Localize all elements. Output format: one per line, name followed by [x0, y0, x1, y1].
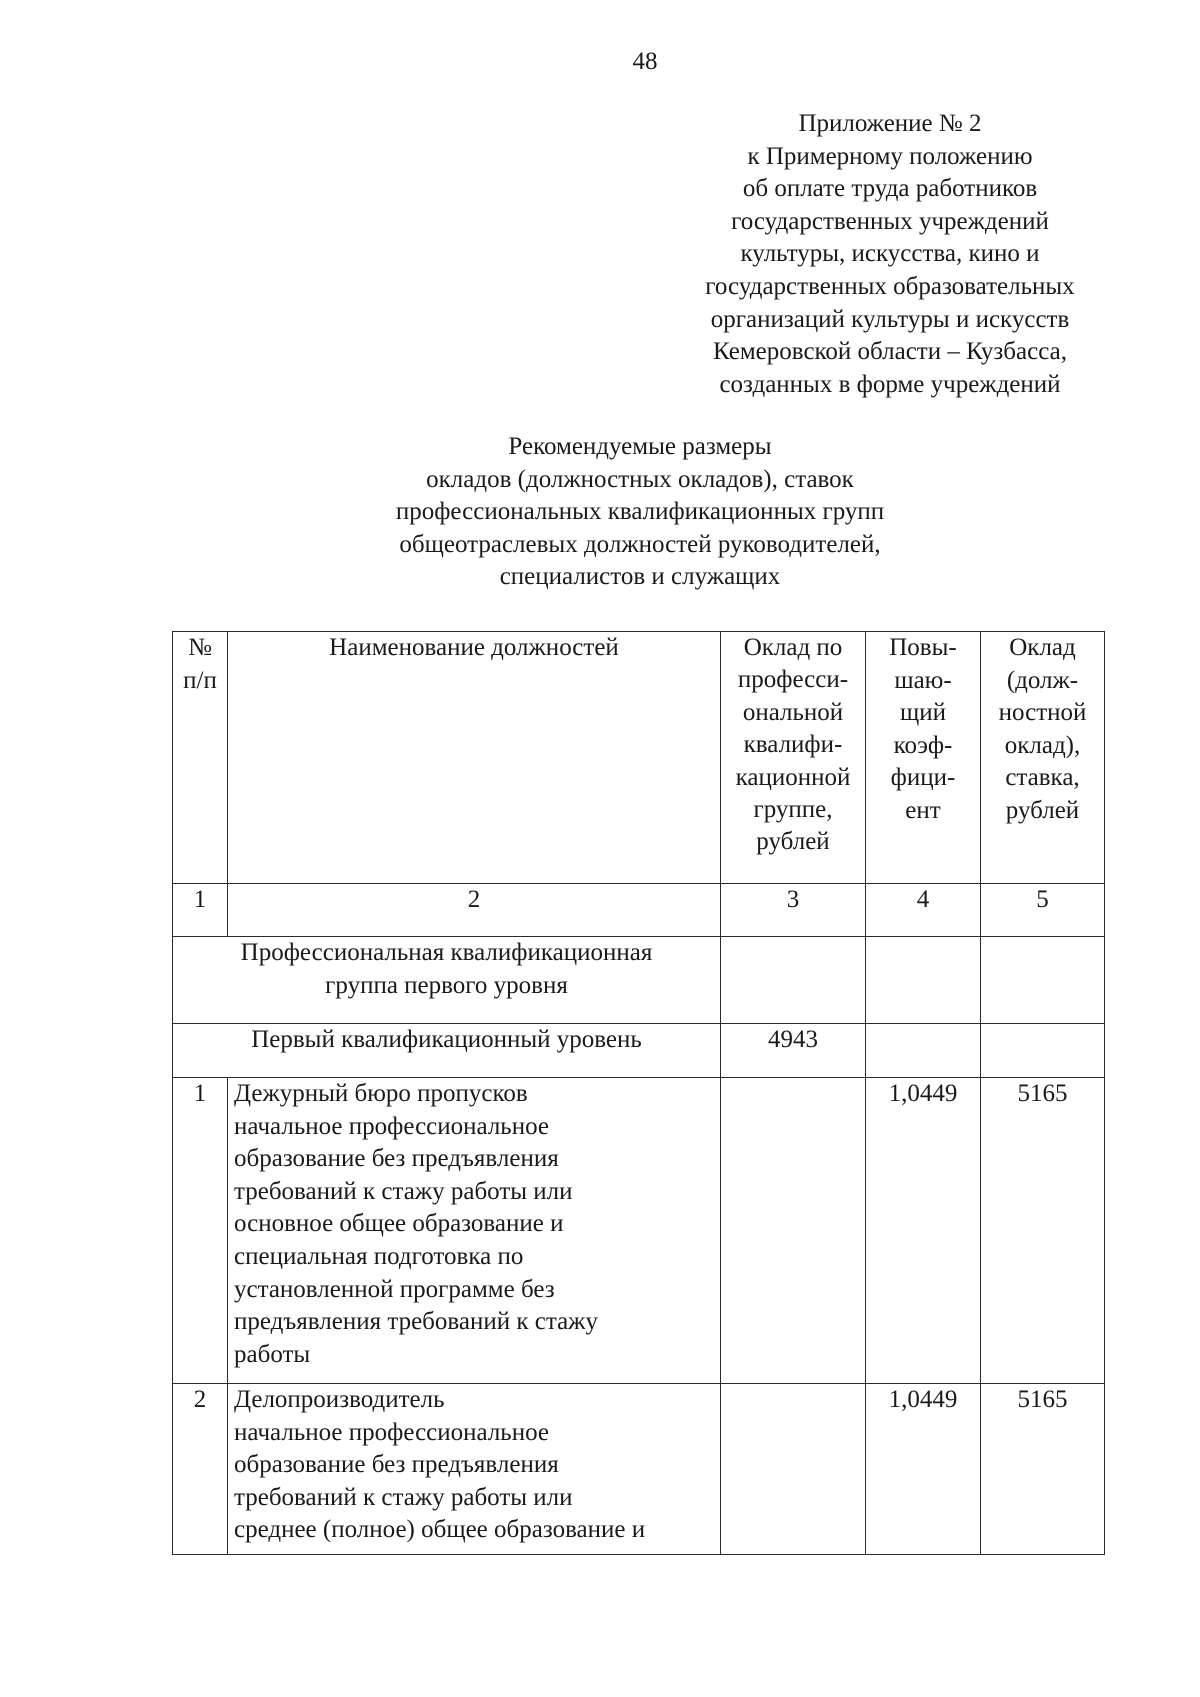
- header-number: № п/п: [173, 632, 228, 884]
- table-header-row: [173, 632, 1105, 884]
- position-name: Делопроизводитель начальное профессиональное образование без предъявления требований к стажу работы или среднее (полное) общее образование и: [228, 1384, 721, 1555]
- appendix-line: созданных в форме учреждений: [719, 370, 1061, 398]
- column-number: 4: [866, 884, 981, 937]
- table-row: [173, 1384, 1105, 1555]
- header-group-salary: Оклад по професси- ональной квалифи- кационной группе, рублей: [721, 632, 866, 884]
- column-number: 1: [173, 884, 228, 937]
- column-number: 3: [721, 884, 866, 937]
- header-coefficient: Повы- шаю- щий коэф- фици- ент: [866, 632, 981, 884]
- header-position-name: Наименование должностей: [228, 632, 721, 884]
- empty-cell: [721, 1078, 866, 1384]
- appendix-reference: [660, 108, 1120, 401]
- empty-cell: [866, 1024, 981, 1078]
- coefficient-value: 1,0449: [866, 1078, 981, 1384]
- qualification-group-row: [173, 937, 1105, 1024]
- title-line: окладов (должностных окладов), ставок: [426, 465, 854, 493]
- salary-table: [172, 631, 1105, 1555]
- empty-cell: [981, 1024, 1105, 1078]
- appendix-line: организаций культуры и искусств: [710, 305, 1070, 333]
- coefficient-value: 1,0449: [866, 1384, 981, 1555]
- qualification-group-title: Профессиональная квалификационная группа первого уровня: [173, 937, 721, 1024]
- column-number: 2: [228, 884, 721, 937]
- page-number: 48: [632, 48, 658, 75]
- appendix-line: к Примерному положению: [747, 142, 1033, 170]
- document-title: [330, 431, 950, 594]
- table-row: [173, 1078, 1105, 1384]
- qualification-level-row: [173, 1024, 1105, 1078]
- qualification-level-label: Первый квалификационный уровень: [173, 1024, 721, 1078]
- column-number-row: [173, 884, 1105, 937]
- empty-cell: [866, 937, 981, 1024]
- title-line: Рекомендуемые размеры: [508, 433, 772, 460]
- appendix-line: Приложение № 2: [798, 110, 982, 137]
- appendix-line: государственных образовательных: [705, 272, 1075, 300]
- appendix-line: культуры, искусства, кино и: [740, 240, 1040, 268]
- rate-value: 5165: [981, 1384, 1105, 1555]
- empty-cell: [721, 937, 866, 1024]
- appendix-line: государственных учреждений: [731, 207, 1049, 235]
- row-number: 2: [173, 1384, 228, 1555]
- group-salary-value: 4943: [721, 1024, 866, 1078]
- appendix-line: об оплате труда работников: [742, 175, 1038, 203]
- rate-value: 5165: [981, 1078, 1105, 1384]
- column-number: 5: [981, 884, 1105, 937]
- position-name: Дежурный бюро пропусков начальное профессиональное образование без предъявления требований к стажу работы или основное общее образование и специальная подготовка по установленной программе без предъявления требований к стажу работы: [228, 1078, 721, 1384]
- header-rate: Оклад (долж- ностной оклад), ставка, рублей: [981, 632, 1105, 884]
- row-number: 1: [173, 1078, 228, 1384]
- title-line: общеотраслевых должностей руководителей,: [399, 530, 881, 558]
- title-line: профессиональных квалификационных групп: [395, 498, 885, 526]
- empty-cell: [721, 1384, 866, 1555]
- empty-cell: [981, 937, 1105, 1024]
- title-line: специалистов и служащих: [499, 563, 781, 591]
- appendix-line: Кемеровской области – Кузбасса,: [713, 338, 1067, 366]
